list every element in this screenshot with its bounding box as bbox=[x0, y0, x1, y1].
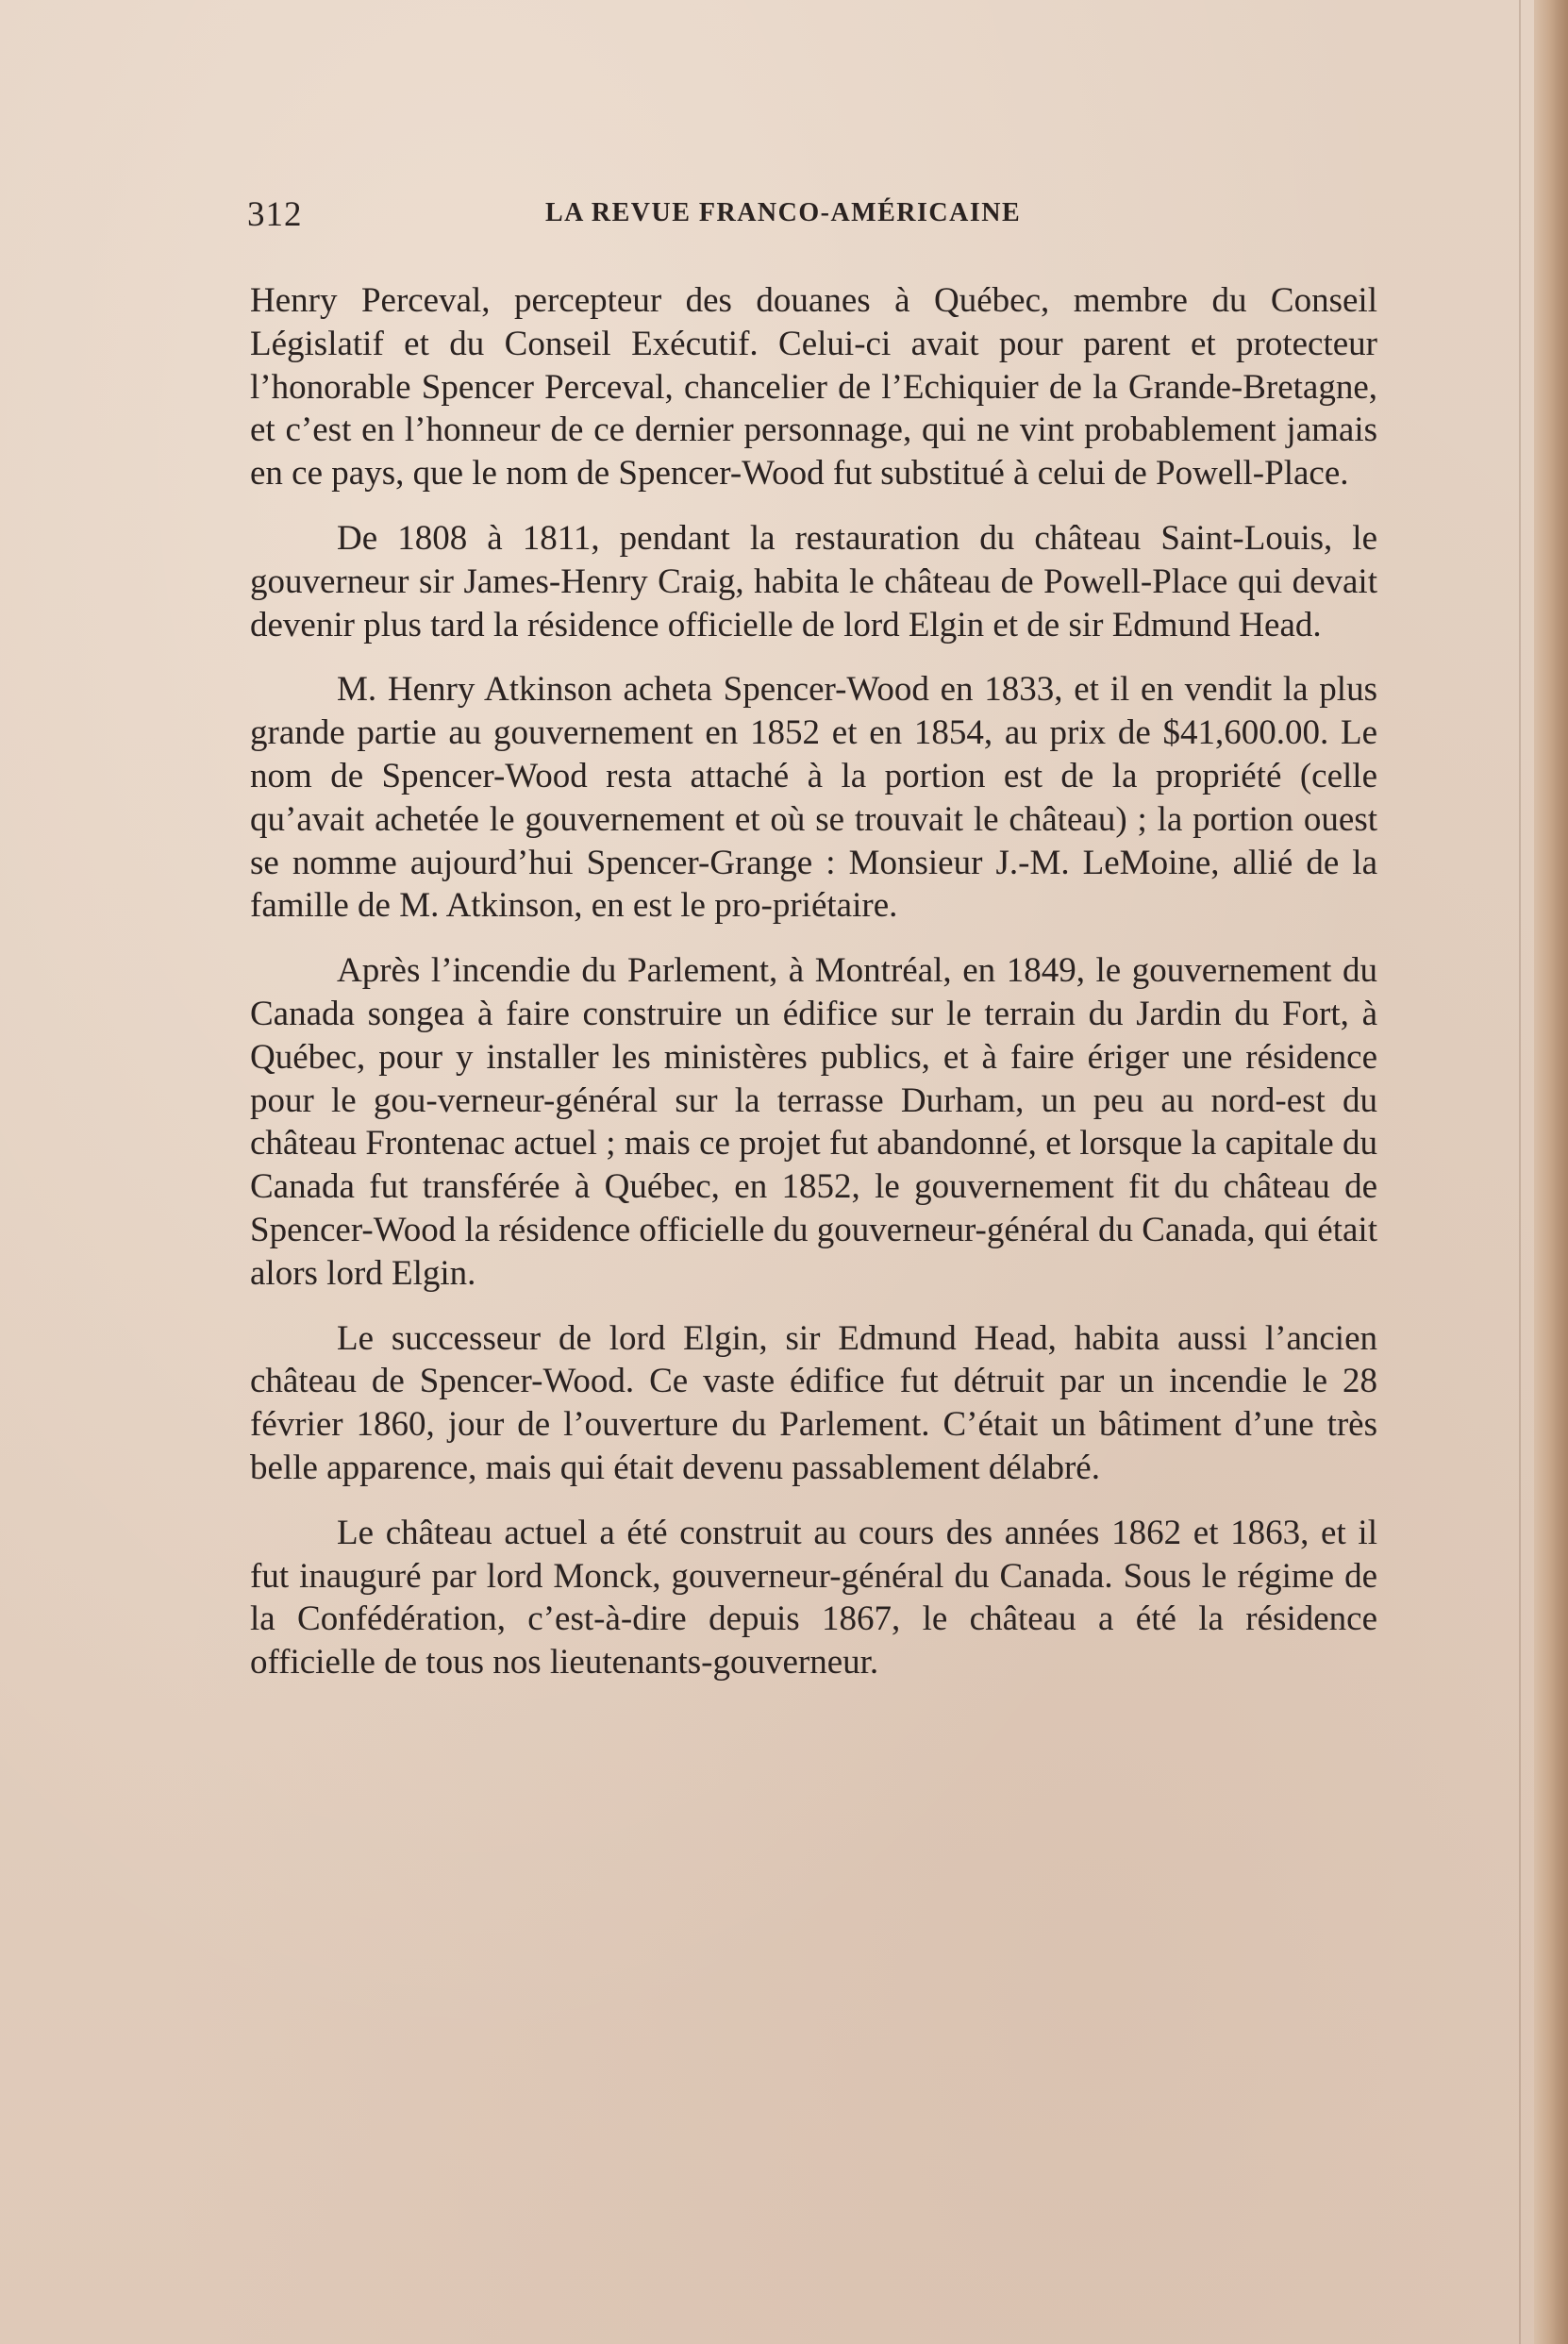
paragraph: Henry Perceval, percepteur des douanes à Québec, membre du Conseil Législatif et du Conseil Exécutif. Celui-ci avait pour parent et protecteur l’honorable Spencer Perceval, chancelier de l’Echiquier de la Grande-Bretagne, et c’est en l’honneur de ce dernier personnage, qui ne vint probablement jamais en ce pays, que le nom de Spencer-Wood fut substitué à celui de Powell-Place. bbox=[250, 281, 1377, 494]
journal-title: LA REVUE FRANCO-AMÉRICAINE bbox=[545, 198, 1022, 227]
paragraph: Le château actuel a été construit au cours des années 1862 et 1863, et il fut inauguré par lord Monck, gouverneur-général du Canada. Sous le régime de la Confédération, c’est-à-dire depuis 1867, le château a été la résidence officielle de tous nos lieutenants-gouverneur. bbox=[250, 1513, 1377, 1683]
paragraph: De 1808 à 1811, pendant la restauration du château Saint-Louis, le gouverneur sir James-Henry Craig, habita le château de Powell-Place qui devait devenir plus tard la résidence officielle de lord Elgin et de sir Edmund Head. bbox=[250, 518, 1377, 645]
page-edge bbox=[1534, 0, 1568, 2344]
paragraph: Le successeur de lord Elgin, sir Edmund Head, habita aussi l’ancien château de Spencer-Wood. Ce vaste édifice fut détruit par un incendie le 28 février 1860, jour de l’ouverture du Parlement. C’était un bâtiment d’une très belle apparence, mais qui était devenu passablement délabré. bbox=[250, 1318, 1377, 1487]
paragraph: Après l’incendie du Parlement, à Montréal, en 1849, le gouvernement du Canada songea à faire construire un édifice sur le terrain du Jardin du Fort, à Québec, pour y installer les ministères publics, et à faire ériger une résidence pour le gou-verneur-général sur la terrasse Durham, un peu au nord-est du château Frontenac actuel ; mais ce projet fut abandonné, et lorsque la capitale du Canada fut transférée à Québec, en 1852, le gouvernement fit du château de Spencer-Wood la résidence officielle du gouverneur-général du Canada, qui était alors lord Elgin. bbox=[250, 951, 1377, 1293]
page-number: 312 bbox=[247, 195, 303, 234]
running-head bbox=[247, 189, 1379, 245]
body-text bbox=[250, 279, 1377, 1706]
paragraph: M. Henry Atkinson acheta Spencer-Wood en 1833, et il en vendit la plus grande partie au gouvernement en 1852 et en 1854, au prix de $41,600.00. Le nom de Spencer-Wood resta attaché à la portion est de la propriété (celle qu’avait achetée le gouvernement et où se trouvait le château) ; la portion ouest se nomme aujourd’hui Spencer-Grange : Monsieur J.-M. LeMoine, allié de la famille de M. Atkinson, en est le pro-priétaire. bbox=[250, 670, 1377, 926]
page-fold-line bbox=[1519, 0, 1521, 2344]
